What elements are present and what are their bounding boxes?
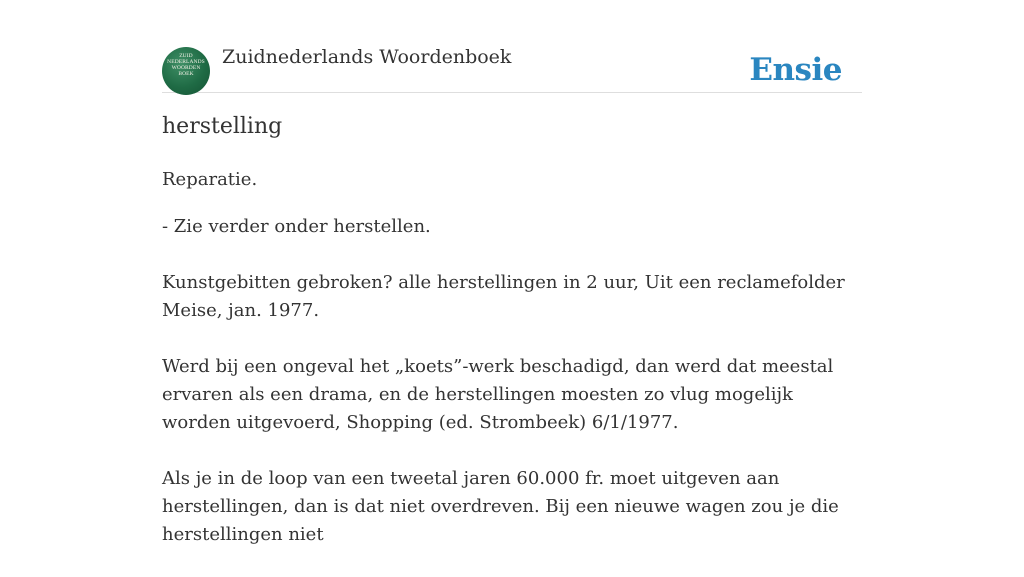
logo-line: WOORDEN <box>171 65 201 71</box>
usage-example: Werd bij een ongeval het „koets”-werk beschadigd, dan werd dat meestal ervaren als een drama, en de herstellingen moesten zo vlug mogelijk worden uitgevoerd, Shopping (ed. Strombeek) 6/1/1977. <box>162 356 834 433</box>
entry-definition: Reparatie. <box>162 169 258 190</box>
source-name-link[interactable]: Zuidnederlands Woordenboek <box>222 46 512 68</box>
usage-example: Kunstgebitten gebroken? alle herstellingen in 2 uur, Uit een reclamefolder Meise, jan. 1977. <box>162 272 845 321</box>
see-also-reference: - Zie verder onder herstellen. <box>162 216 431 237</box>
entry-content <box>162 166 862 577</box>
page <box>162 0 862 545</box>
dictionary-logo[interactable] <box>162 47 210 95</box>
usage-example: Als je in de loop van een tweetal jaren 60.000 fr. moet uitgeven aan herstellingen, dan is dat niet overdreven. Bij een nieuwe wagen zou je die herstellingen niet <box>162 468 839 545</box>
logo-line: NEDERLANDS <box>167 59 205 65</box>
logo-line: BOEK <box>178 71 194 77</box>
ensie-brand-logo[interactable]: Ensie <box>749 52 842 88</box>
site-header <box>162 44 862 93</box>
entry-term: herstelling <box>162 114 283 139</box>
logo-lettering <box>162 53 210 77</box>
logo-line: ZUID <box>179 53 193 59</box>
